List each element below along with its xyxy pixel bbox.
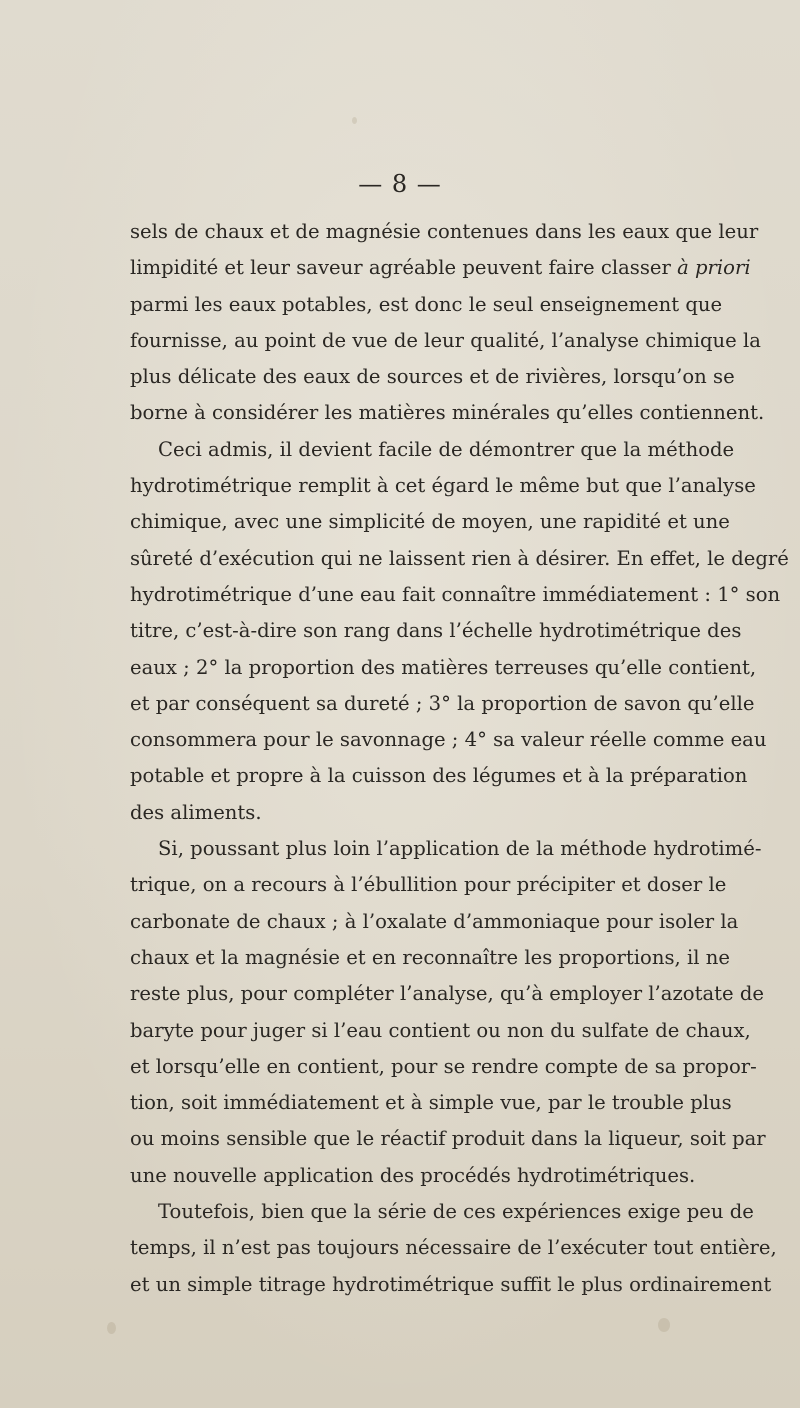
text-line: potable et propre à la cuisson des légumes et à la préparation: [130, 764, 748, 788]
text-line: tion, soit immédiatement et à simple vue, par le trouble plus: [130, 1091, 732, 1115]
text-line: hydrotimétrique remplit à cet égard le même but que l’analyse: [130, 474, 756, 498]
text-line: sels de chaux et de magnésie contenues dans les eaux que leur: [130, 220, 759, 243]
text-line: une nouvelle application des procédés hydrotimétriques.: [130, 1163, 696, 1187]
text-line: ou moins sensible que le réactif produit dans la liqueur, soit par: [130, 1127, 766, 1151]
text-line: des aliments.: [130, 800, 262, 824]
paper-stain: [658, 1318, 670, 1332]
text-line: temps, il n’est pas toujours nécessaire de l’exécuter tout entière,: [130, 1236, 777, 1260]
paper-stain: [107, 1322, 116, 1334]
text-line: chaux et la magnésie et en reconnaître les proportions, il ne: [130, 945, 730, 969]
text-line: plus délicate des eaux de sources et de rivières, lorsqu’on se: [130, 365, 735, 389]
body-text: [130, 214, 789, 1303]
text-line: Si, poussant plus loin l’application de la méthode hydrotimé-: [158, 837, 762, 861]
text-line: et par conséquent sa dureté ; 3° la proportion de savon qu’elle: [130, 691, 755, 715]
text-line: hydrotimétrique d’une eau fait connaître immédiatement : 1° son: [130, 582, 781, 606]
italic-phrase: à priori: [677, 256, 751, 280]
text-line: Toutefois, bien que la série de ces expériences exige peu de: [158, 1200, 754, 1224]
text-line: eaux ; 2° la proportion des matières terreuses qu’elle contient,: [130, 655, 757, 679]
text-line: fournisse, au point de vue de leur qualité, l’analyse chimique la: [130, 328, 761, 352]
text-line: chimique, avec une simplicité de moyen, une rapidité et une: [130, 510, 730, 534]
paper-stain: [352, 117, 357, 124]
text-line: baryte pour juger si l’eau contient ou non du sulfate de chaux,: [130, 1018, 751, 1042]
text-line: trique, on a recours à l’ébullition pour précipiter et doser le: [130, 873, 727, 897]
text-line: Ceci admis, il devient facile de démontrer que la méthode: [158, 437, 735, 461]
text-line: parmi les eaux potables, est donc le seul enseignement que: [130, 292, 723, 316]
text-line: borne à considérer les matières minérales qu’elles contiennent.: [130, 401, 765, 425]
text-line: sûreté d’exécution qui ne laissent rien à désirer. En effet, le degré: [130, 546, 789, 570]
text-line: carbonate de chaux ; à l’oxalate d’ammoniaque pour isoler la: [130, 909, 739, 933]
text-line: limpidité et leur saveur agréable peuvent faire classer à priori: [130, 256, 751, 280]
text-line: titre, c’est-à-dire son rang dans l’échelle hydrotimétrique des: [130, 619, 742, 643]
page-number: — 8 —: [358, 170, 442, 198]
text-line: et lorsqu’elle en contient, pour se rendre compte de sa propor-: [130, 1054, 757, 1078]
text-line: consommera pour le savonnage ; 4° sa valeur réelle comme eau: [130, 728, 767, 752]
text-line: reste plus, pour compléter l’analyse, qu’à employer l’azotate de: [130, 982, 764, 1006]
text-line: et un simple titrage hydrotimétrique suffit le plus ordinairement: [130, 1272, 772, 1296]
